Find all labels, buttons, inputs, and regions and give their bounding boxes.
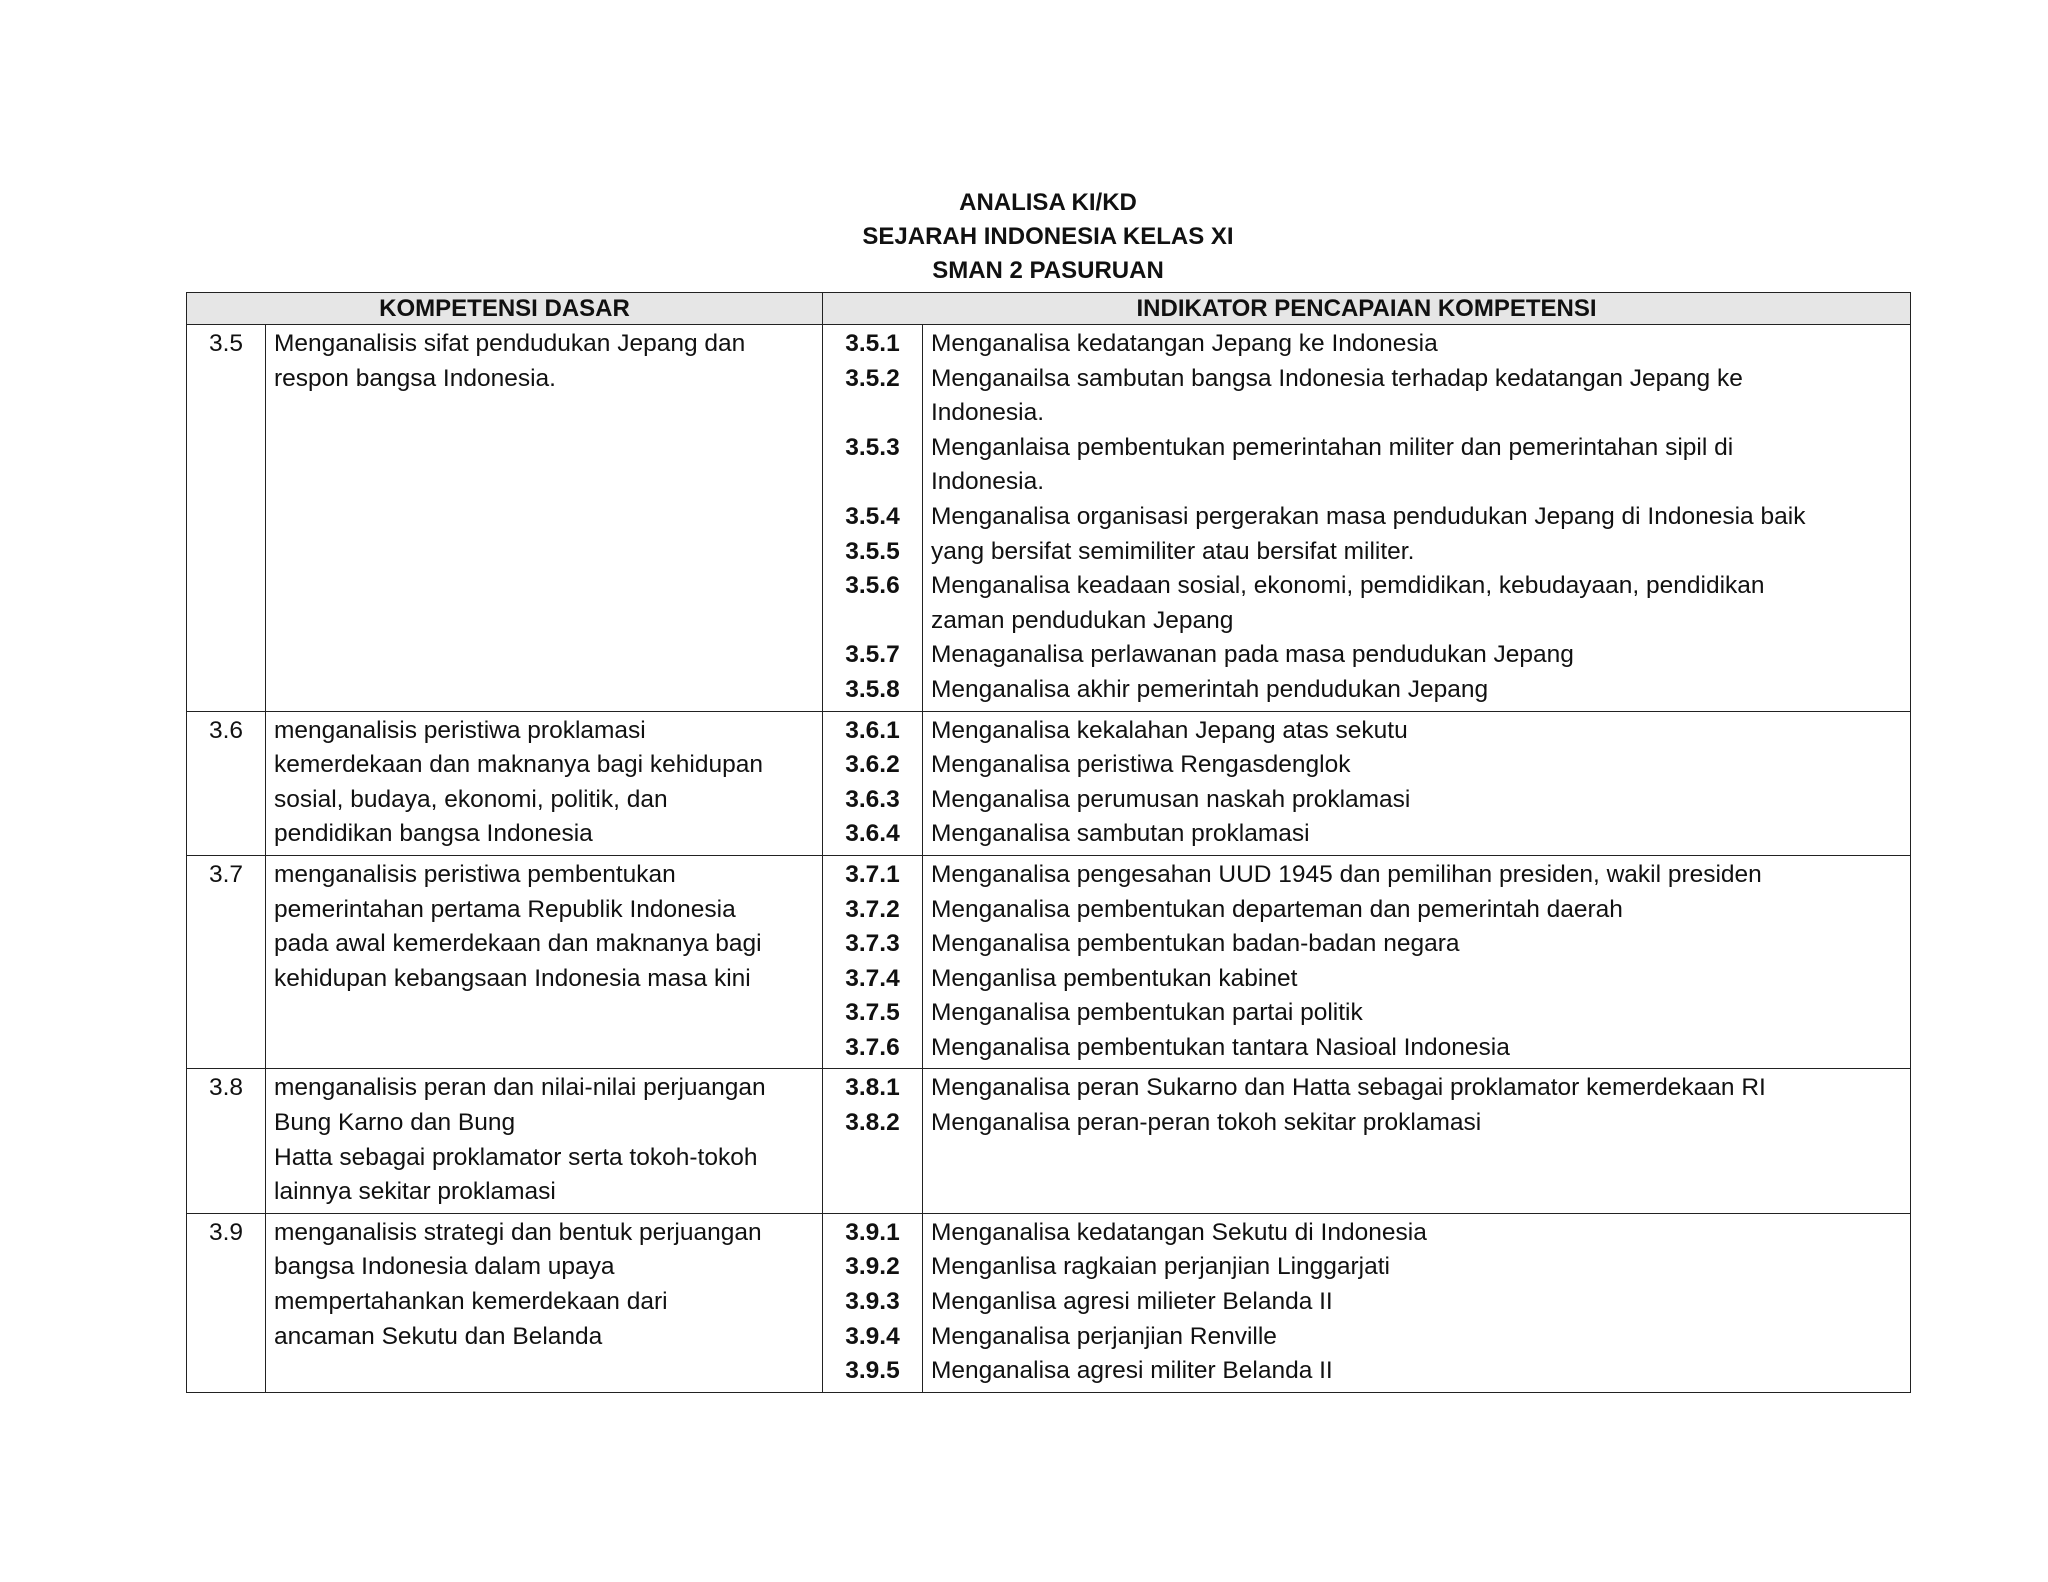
kd-number: 3.6	[187, 711, 266, 855]
indicator-description-line: Menganalisa kekalahan Jepang atas sekutu	[931, 716, 1408, 744]
indicator-description-line: Menganalisa peran-peran tokoh sekitar proklamasi	[931, 1109, 1482, 1137]
title-line-1: ANALISA KI/KD	[959, 189, 1137, 216]
indicator-number: 3.5.8	[845, 675, 900, 703]
indicator-description-line: Menganalisa peristiwa Rengasdenglok	[931, 751, 1351, 779]
indicator-number: 3.9.5	[845, 1357, 900, 1385]
indicator-number: 3.8.1	[845, 1074, 900, 1102]
kd-number: 3.7	[187, 855, 266, 1069]
table-row	[187, 1213, 1911, 1392]
indicator-number: 3.5.2	[845, 364, 900, 392]
indicator-number-spacer	[831, 604, 914, 639]
indicator-number-spacer	[831, 396, 914, 431]
indicator-descriptions	[923, 1069, 1911, 1213]
indicator-descriptions	[923, 325, 1911, 712]
kd-description	[266, 1069, 823, 1213]
indicator-description-line: Menganalisa sambutan proklamasi	[931, 820, 1310, 848]
indicator-descriptions	[923, 855, 1911, 1069]
kd-description-line: bangsa Indonesia dalam upaya	[274, 1253, 615, 1281]
indicator-number: 3.7.4	[845, 964, 900, 992]
indicator-number: 3.5.3	[845, 433, 900, 461]
indicator-number-spacer	[831, 465, 914, 500]
indicator-number: 3.7.3	[845, 930, 900, 958]
indicator-description-line: Menganalisa pembentukan tantara Nasioal Indonesia	[931, 1033, 1510, 1061]
indicator-description-line: Menaganalisa perlawanan pada masa pendudukan Jepang	[931, 641, 1574, 669]
indicator-description-line: Menganalisa organisasi pergerakan masa pendudukan Jepang di Indonesia baik	[931, 502, 1806, 530]
title-line-3: SMAN 2 PASURUAN	[932, 257, 1164, 284]
kd-number: 3.9	[187, 1213, 266, 1392]
kd-description	[266, 325, 823, 712]
header-kompetensi-dasar: KOMPETENSI DASAR	[187, 293, 823, 325]
kd-description-line: lainnya sekitar proklamasi	[274, 1178, 556, 1206]
kd-description-line: menganalisis peristiwa pembentukan	[274, 860, 676, 888]
indicator-number: 3.6.4	[845, 820, 900, 848]
indicator-number: 3.5.6	[845, 572, 900, 600]
indicator-description-line: Menganalisa pembentukan departeman dan pemerintah daerah	[931, 895, 1623, 923]
indicator-description-line: Menganalisa perumusan naskah proklamasi	[931, 785, 1411, 813]
table-header-row	[187, 293, 1911, 325]
table-row	[187, 711, 1911, 855]
indicator-description-line: Menganalisa peran Sukarno dan Hatta sebagai proklamator kemerdekaan RI	[931, 1074, 1766, 1102]
kd-description-line: Bung Karno dan Bung	[274, 1109, 516, 1137]
indicator-description-line: yang bersifat semimiliter atau bersifat militer.	[931, 537, 1415, 565]
kd-description	[266, 1213, 823, 1392]
table-row	[187, 855, 1911, 1069]
indicator-numbers	[823, 1213, 923, 1392]
indicator-numbers	[823, 325, 923, 712]
indicator-description-line: Menganalisa akhir pemerintah pendudukan Jepang	[931, 675, 1489, 703]
indicator-description-line: Menganlaisa pembentukan pemerintahan militer dan pemerintahan sipil di	[931, 433, 1734, 461]
indicator-number: 3.6.1	[845, 716, 900, 744]
indicator-number: 3.7.2	[845, 895, 900, 923]
indicator-number: 3.7.5	[845, 999, 900, 1027]
kd-description-line: menganalisis strategi dan bentuk perjuangan	[274, 1218, 762, 1246]
kd-description-line: Hatta sebagai proklamator serta tokoh-tokoh	[274, 1143, 758, 1171]
indicator-description-line: Menganalisa agresi militer Belanda II	[931, 1357, 1333, 1385]
indicator-numbers	[823, 855, 923, 1069]
kd-description-line: kemerdekaan dan maknanya bagi kehidupan	[274, 751, 763, 779]
kd-number: 3.5	[187, 325, 266, 712]
indicator-description-line: Menganalisa kedatangan Jepang ke Indonesia	[931, 330, 1438, 357]
kd-description-line: mempertahankan kemerdekaan dari	[274, 1288, 668, 1316]
kd-description-line: pendidikan bangsa Indonesia	[274, 820, 593, 848]
indicator-number: 3.9.3	[845, 1288, 900, 1316]
indicator-descriptions	[923, 1213, 1911, 1392]
indicator-description-line: Menganalisa kedatangan Sekutu di Indonesia	[931, 1218, 1427, 1246]
document-title	[186, 186, 1910, 288]
competency-table	[186, 292, 1911, 1393]
indicator-description-line: Menganlisa agresi milieter Belanda II	[931, 1288, 1333, 1316]
table-row	[187, 325, 1911, 712]
kd-description	[266, 711, 823, 855]
indicator-description-line: Menganlisa pembentukan kabinet	[931, 964, 1298, 992]
kd-description-line: respon bangsa Indonesia.	[274, 364, 556, 392]
kd-description-line: sosial, budaya, ekonomi, politik, dan	[274, 785, 668, 813]
indicator-description-line: Menganlisa ragkaian perjanjian Linggarjati	[931, 1253, 1390, 1281]
kd-description-line: pemerintahan pertama Republik Indonesia	[274, 895, 736, 923]
table-row	[187, 1069, 1911, 1213]
indicator-number: 3.9.2	[845, 1253, 900, 1281]
indicator-description-line: Menganalisa pembentukan partai politik	[931, 999, 1363, 1027]
indicator-number: 3.6.3	[845, 785, 900, 813]
indicator-number: 3.9.4	[845, 1322, 900, 1350]
kd-description	[266, 855, 823, 1069]
indicator-description-line: zaman pendudukan Jepang	[931, 606, 1234, 634]
indicator-number: 3.5.5	[845, 537, 900, 565]
indicator-descriptions	[923, 711, 1911, 855]
kd-description-line: pada awal kemerdekaan dan maknanya bagi	[274, 930, 762, 958]
indicator-number: 3.7.6	[845, 1033, 900, 1061]
indicator-number: 3.5.1	[845, 330, 900, 357]
indicator-numbers	[823, 711, 923, 855]
header-indikator: INDIKATOR PENCAPAIAN KOMPETENSI	[823, 293, 1911, 325]
indicator-number: 3.5.7	[845, 641, 900, 669]
kd-description-line: ancaman Sekutu dan Belanda	[274, 1322, 603, 1350]
indicator-description-line: Menganailsa sambutan bangsa Indonesia terhadap kedatangan Jepang ke	[931, 364, 1743, 392]
kd-description-line: menganalisis peristiwa proklamasi	[274, 716, 646, 744]
indicator-description-line: Menganalisa pembentukan badan-badan negara	[931, 930, 1460, 958]
indicator-description-line: Indonesia.	[931, 468, 1045, 496]
kd-number: 3.8	[187, 1069, 266, 1213]
kd-description-line: menganalisis peran dan nilai-nilai perjuangan	[274, 1074, 766, 1102]
indicator-description-line: Menganalisa keadaan sosial, ekonomi, pemdidikan, kebudayaan, pendidikan	[931, 572, 1765, 600]
indicator-number: 3.5.4	[845, 502, 900, 530]
indicator-number: 3.8.2	[845, 1109, 900, 1137]
indicator-description-line: Indonesia.	[931, 399, 1045, 427]
indicator-description-line: Menganalisa pengesahan UUD 1945 dan pemilihan presiden, wakil presiden	[931, 860, 1762, 888]
kd-description-line: kehidupan kebangsaan Indonesia masa kini	[274, 964, 751, 992]
indicator-number: 3.9.1	[845, 1218, 900, 1246]
title-line-2: SEJARAH INDONESIA KELAS XI	[862, 223, 1234, 250]
indicator-description-line: Menganalisa perjanjian Renville	[931, 1322, 1277, 1350]
indicator-numbers	[823, 1069, 923, 1213]
indicator-number: 3.6.2	[845, 751, 900, 779]
kd-description-line: Menganalisis sifat pendudukan Jepang dan	[274, 330, 746, 357]
indicator-number: 3.7.1	[845, 860, 900, 888]
